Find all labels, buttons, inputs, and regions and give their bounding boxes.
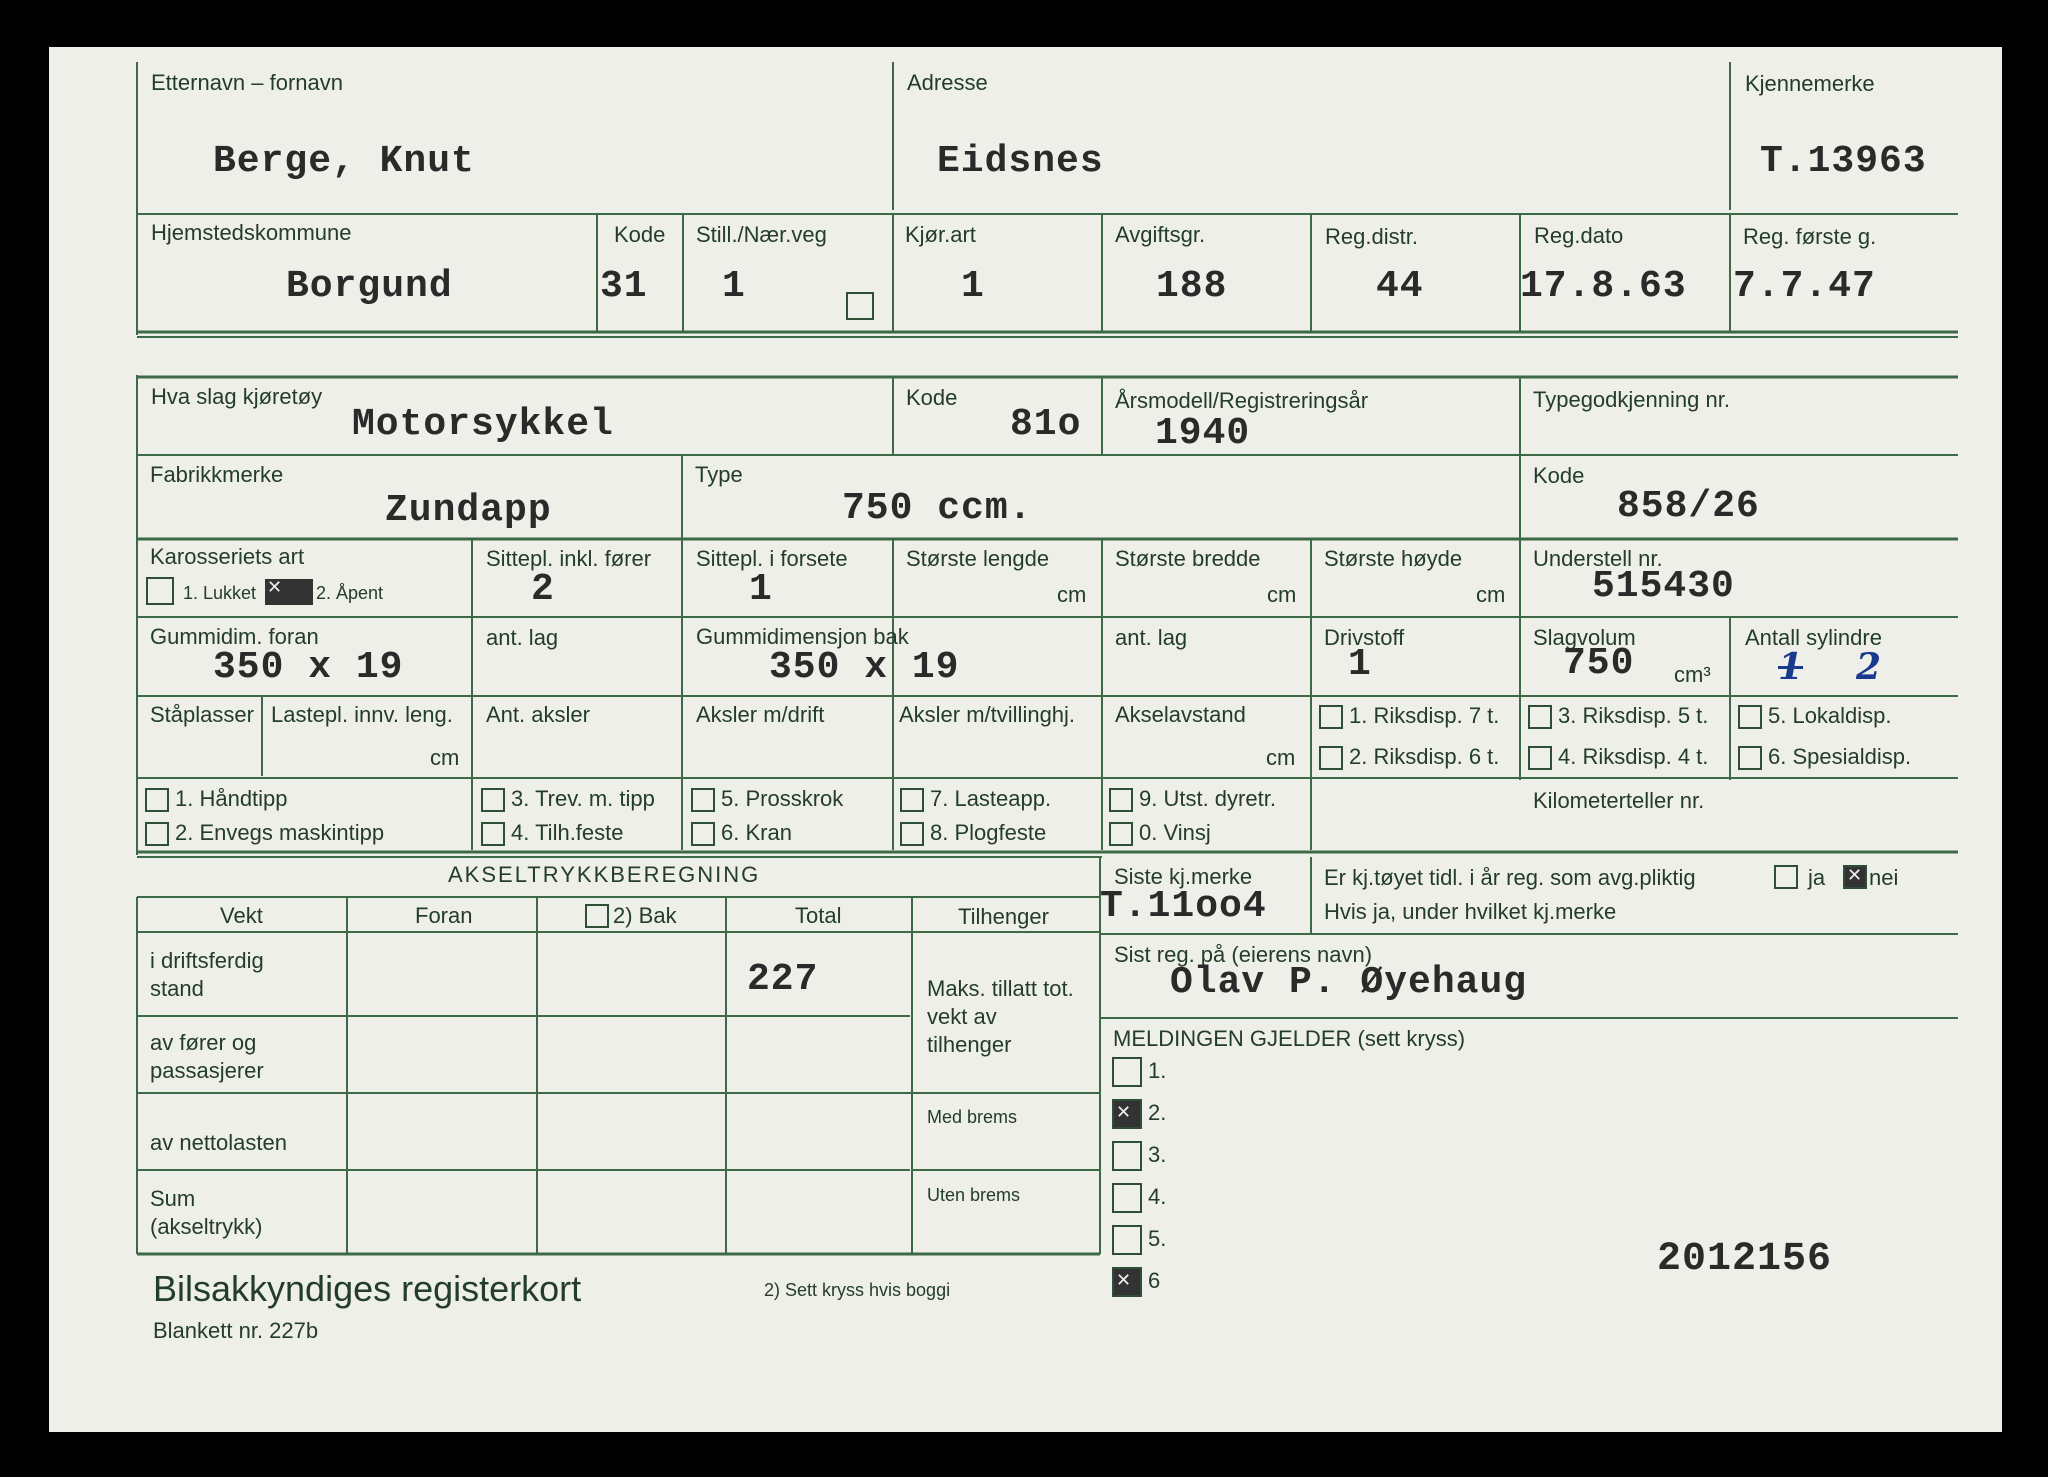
total-driftsferdig: 227 [747, 958, 819, 1001]
still-label: Still./Nær.veg [696, 222, 827, 247]
e1-checkbox[interactable] [145, 788, 169, 812]
r6-checkbox[interactable] [1319, 746, 1343, 770]
drivstoff-label: Drivstoff [1324, 625, 1405, 650]
siste-value: T.11oo4 [1100, 885, 1267, 928]
m1-option[interactable] [1112, 1057, 1166, 1087]
sist-label: Sist reg. på (eierens navn) [1114, 942, 1373, 967]
r5-checkbox[interactable] [1528, 705, 1552, 729]
antlag-label-2: ant. lag [1115, 625, 1188, 650]
km-label: Kilometerteller nr. [1533, 788, 1705, 813]
e0-text: 0. Vinsj [1139, 820, 1211, 845]
r6-text: 2. Riksdisp. 6 t. [1349, 744, 1500, 769]
vehicle-kode-value: 81o [1010, 403, 1082, 446]
e7-option[interactable] [900, 786, 1051, 812]
col-vekt: Vekt [220, 903, 263, 928]
apent-label: 2. Åpent [316, 583, 384, 603]
m6-option[interactable] [1112, 1267, 1160, 1297]
slagvolum-unit: cm³ [1674, 662, 1711, 687]
m2-option[interactable] [1112, 1099, 1166, 1129]
still-value: 1 [722, 265, 746, 308]
lengde-unit: cm [1057, 582, 1087, 607]
spesial-checkbox[interactable] [1738, 746, 1762, 770]
r5-text: 3. Riksdisp. 5 t. [1558, 703, 1709, 728]
front-tyre-value: 350 x 19 [213, 646, 404, 689]
e9-checkbox[interactable] [1109, 788, 1133, 812]
e7-text: 7. Lasteapp. [930, 786, 1052, 811]
kjorart-label: Kjør.art [905, 222, 976, 247]
row-sum: Sum (akseltrykk) [150, 1186, 263, 1239]
e9-text: 9. Utst. dyretr. [1139, 786, 1276, 811]
col-tilhenger: Tilhenger [958, 904, 1049, 929]
e4-text: 4. Tilh.feste [511, 820, 624, 845]
rear-tyre-value: 350 x 19 [769, 646, 960, 689]
med-brems: Med brems [927, 1107, 1018, 1127]
lokal-option[interactable] [1738, 703, 1892, 729]
regdato-label: Reg.dato [1534, 223, 1624, 248]
m2-checkbox-marked[interactable] [1112, 1099, 1142, 1129]
m4-option[interactable] [1112, 1183, 1166, 1213]
plate-value: T.13963 [1760, 140, 1927, 183]
make-label: Fabrikkmerke [150, 462, 284, 487]
boggi-note: 2) Sett kryss hvis boggi [764, 1280, 951, 1300]
lokal-text: 5. Lokaldisp. [1768, 703, 1892, 728]
uten-brems: Uten brems [927, 1185, 1021, 1205]
sittepl-label: Sittepl. inkl. fører [486, 546, 652, 571]
rear-tyre-label: Gummidimensjon bak [696, 624, 909, 649]
front-tyre-label: Gummidim. foran [150, 624, 319, 649]
spesial-option[interactable] [1738, 744, 1911, 770]
lastepl-label: Lastepl. innv. leng. [271, 702, 453, 727]
bredde-unit: cm [1267, 582, 1297, 607]
meld-label: MELDINGEN GJELDER (sett kryss) [1113, 1026, 1466, 1051]
address-value: Eidsnes [937, 140, 1104, 183]
kind-label: Hva slag kjøretøy [151, 384, 323, 409]
vehicle-kode-label: Kode [906, 385, 958, 410]
owner-label: Etternavn – fornavn [151, 70, 344, 95]
r7-checkbox[interactable] [1319, 705, 1343, 729]
ja-checkbox[interactable] [1774, 865, 1798, 889]
e2-checkbox[interactable] [145, 822, 169, 846]
blankett-number: Blankett nr. 227b [153, 1318, 319, 1343]
antaksler-label: Ant. aksler [486, 702, 590, 727]
m4-checkbox[interactable] [1112, 1183, 1142, 1213]
kode-label: Kode [614, 222, 666, 247]
kode2-label: Kode [1533, 463, 1585, 488]
e4-checkbox[interactable] [481, 822, 505, 846]
kind-value: Motorsykkel [352, 403, 614, 446]
understell-label: Understell nr. [1533, 546, 1663, 571]
bak-checkbox[interactable] [585, 904, 609, 928]
col-bak: 2) Bak [613, 903, 677, 928]
kommune-label: Hjemstedskommune [151, 220, 352, 245]
e6-option[interactable] [691, 820, 792, 846]
antlag-label-1: ant. lag [486, 625, 559, 650]
e9-option[interactable] [1109, 786, 1276, 812]
regdato-value: 17.8.63 [1520, 265, 1687, 308]
m5-text: 5. [1148, 1225, 1167, 1251]
tidl-label: Er kj.tøyet tidl. i år reg. som avg.pliktig [1324, 865, 1696, 890]
e7-checkbox[interactable] [900, 788, 924, 812]
e6-checkbox[interactable] [691, 822, 715, 846]
avgift-label: Avgiftsgr. [1115, 222, 1206, 247]
card-number: 2012156 [1657, 1237, 1833, 1282]
staplasser-label: Ståplasser [150, 702, 254, 727]
regdistr-value: 44 [1376, 265, 1424, 308]
axle-calc-title: AKSELTRYKKBEREGNING [448, 862, 761, 887]
m6-text: 6 [1148, 1267, 1161, 1293]
bredde-label: Største bredde [1115, 546, 1261, 571]
r4-text: 4. Riksdisp. 4 t. [1558, 744, 1709, 769]
avstand-unit: cm [1266, 745, 1296, 770]
r4-option[interactable] [1528, 744, 1708, 770]
e0-checkbox[interactable] [1109, 822, 1133, 846]
regforste-label: Reg. første g. [1743, 224, 1877, 249]
m3-text: 3. [1148, 1141, 1167, 1167]
sist-value: Olav P. Øyehaug [1170, 961, 1528, 1004]
m4-text: 4. [1148, 1183, 1167, 1209]
maks-tilhenger: Maks. tillatt tot. vekt av tilhenger [927, 976, 1074, 1057]
make-value: Zundapp [385, 489, 552, 532]
kjorart-value: 1 [961, 265, 985, 308]
tvilling-label: Aksler m/tvillinghj. [899, 702, 1076, 727]
sittepl-value: 2 [531, 568, 555, 611]
apent-checkbox-marked[interactable] [265, 579, 313, 605]
avstand-label: Akselavstand [1115, 702, 1246, 727]
m2-text: 2. [1148, 1099, 1167, 1125]
lukket-checkbox[interactable] [146, 577, 174, 605]
col-foran: Foran [415, 903, 473, 928]
type-value: 750 ccm. [842, 487, 1033, 530]
e3-checkbox[interactable] [481, 788, 505, 812]
sylindre-label: Antall sylindre [1745, 625, 1882, 650]
regdistr-label: Reg.distr. [1325, 224, 1418, 249]
m3-checkbox[interactable] [1112, 1141, 1142, 1171]
m6-checkbox-marked[interactable] [1112, 1267, 1142, 1297]
hvis-label: Hvis ja, under hvilket kj.merke [1324, 899, 1617, 924]
e4-option[interactable] [481, 820, 624, 846]
hoyde-unit: cm [1476, 582, 1506, 607]
e8-checkbox[interactable] [900, 822, 924, 846]
owner-value: Berge, Knut [213, 140, 475, 183]
m3-option[interactable] [1112, 1141, 1166, 1171]
kode2-value: 858/26 [1617, 485, 1760, 528]
card-title: Bilsakkyndiges registerkort [153, 1268, 582, 1309]
forsete-label: Sittepl. i forsete [696, 546, 848, 571]
drift-label: Aksler m/drift [696, 702, 825, 727]
ja-label: ja [1808, 865, 1826, 890]
drivstoff-value: 1 [1348, 643, 1372, 686]
avgift-value: 188 [1156, 265, 1228, 308]
year-value: 1940 [1155, 412, 1251, 455]
plate-label: Kjennemerke [1745, 71, 1875, 96]
e8-text: 8. Plogfeste [930, 820, 1047, 845]
r6-option[interactable] [1319, 744, 1499, 770]
e2-option[interactable] [145, 820, 384, 846]
address-label: Adresse [907, 70, 988, 95]
e1-text: 1. Håndtipp [175, 786, 288, 811]
still-checkbox[interactable] [846, 292, 874, 320]
nei-checkbox-marked[interactable] [1843, 865, 1867, 889]
lokal-checkbox[interactable] [1738, 705, 1762, 729]
kode-value: 31 [600, 265, 648, 308]
e8-option[interactable] [900, 820, 1046, 846]
m5-option[interactable] [1112, 1225, 1166, 1255]
sylindre-struck: 1 [1778, 646, 1804, 688]
row-forer: av fører og passasjerer [150, 1030, 264, 1083]
e6-text: 6. Kran [721, 820, 792, 845]
nei-label: nei [1869, 865, 1899, 890]
slagvolum-label: Slagvolum [1533, 625, 1636, 650]
col-total: Total [795, 903, 842, 928]
lengde-label: Største lengde [906, 546, 1050, 571]
kommune-value: Borgund [286, 265, 453, 308]
e2-text: 2. Envegs maskintipp [175, 820, 385, 845]
m5-checkbox[interactable] [1112, 1225, 1142, 1255]
e5-checkbox[interactable] [691, 788, 715, 812]
spesial-text: 6. Spesialdisp. [1768, 744, 1912, 769]
hoyde-label: Største høyde [1324, 546, 1463, 571]
r7-option[interactable] [1319, 703, 1499, 729]
m1-checkbox[interactable] [1112, 1057, 1142, 1087]
year-label: Årsmodell/Registreringsår [1115, 388, 1369, 413]
e5-text: 5. Prosskrok [721, 786, 844, 811]
r5-option[interactable] [1528, 703, 1708, 729]
m1-text: 1. [1148, 1057, 1167, 1083]
sylindre-value: 2 [1856, 646, 1882, 688]
e1-option[interactable] [145, 786, 288, 812]
e3-option[interactable] [481, 786, 655, 812]
typegod-label: Typegodkjenning nr. [1533, 387, 1730, 412]
e0-option[interactable] [1109, 820, 1211, 846]
r7-text: 1. Riksdisp. 7 t. [1349, 703, 1500, 728]
lastepl-unit: cm [430, 745, 460, 770]
type-label: Type [695, 462, 743, 487]
karosseri-label: Karosseriets art [150, 544, 305, 569]
slagvolum-value: 750 [1563, 642, 1635, 685]
lukket-label: 1. Lukket [183, 583, 257, 603]
forsete-value: 1 [749, 568, 773, 611]
e3-text: 3. Trev. m. tipp [511, 786, 655, 811]
understell-value: 515430 [1592, 565, 1735, 608]
e5-option[interactable] [691, 786, 843, 812]
r4-checkbox[interactable] [1528, 746, 1552, 770]
siste-label: Siste kj.merke [1114, 864, 1253, 889]
regforste-value: 7.7.47 [1733, 265, 1876, 308]
row-driftsferdig: i driftsferdig stand [150, 948, 264, 1001]
row-nettolast: av nettolasten [150, 1130, 287, 1155]
